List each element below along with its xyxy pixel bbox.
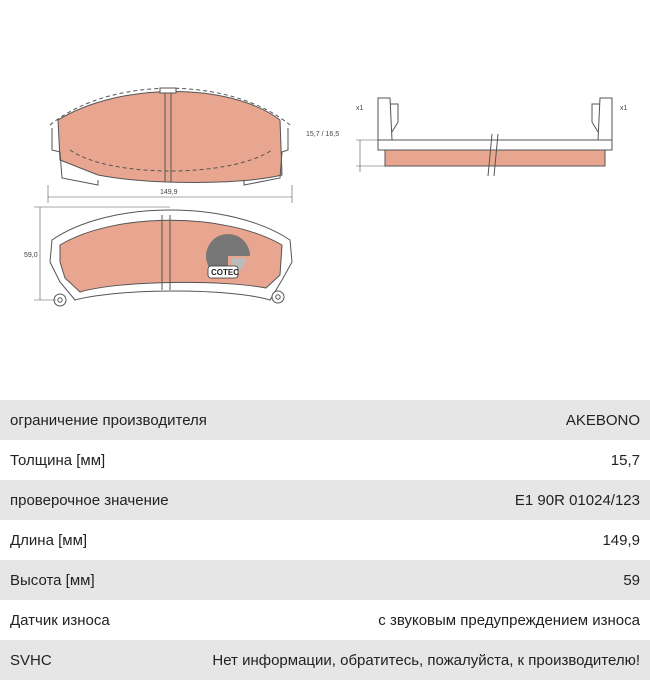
- spec-label: Высота [мм]: [10, 571, 95, 589]
- spec-value: AKEBONO: [565, 411, 640, 429]
- spec-row-manufacturer: [0, 400, 650, 440]
- spec-value: 149,9: [602, 531, 640, 549]
- spec-row-check-value: [0, 480, 650, 520]
- spec-value: 59: [623, 571, 640, 589]
- height-dim-label: 59,0: [24, 252, 38, 259]
- spec-row-wear-sensor: [0, 600, 650, 640]
- spec-label: Длина [мм]: [10, 531, 88, 549]
- spec-label: Датчик износа: [10, 611, 110, 629]
- bottom-pad-view: [50, 210, 292, 306]
- qty-right-label: x1: [620, 105, 628, 112]
- spec-row-height: [0, 560, 650, 600]
- spec-label: SVHC: [10, 651, 52, 669]
- spec-label: ограничение производителя: [10, 411, 207, 429]
- spec-value: Нет информации, обратитесь, пожалуйста, к производителю!: [212, 651, 640, 669]
- spec-row-length: [0, 520, 650, 560]
- top-pad-view: [50, 88, 290, 185]
- length-dim-label: 149,9: [160, 189, 178, 196]
- spec-label: проверочное значение: [10, 491, 169, 509]
- cotec-logo-text: COTEC: [211, 268, 239, 277]
- spec-value: с звуковым предупреждением износа: [378, 611, 640, 629]
- qty-left-label: x1: [356, 105, 364, 112]
- spec-row-thickness: [0, 440, 650, 480]
- thickness-dim-label: 15,7 / 16,5: [306, 131, 340, 138]
- side-view: [378, 98, 612, 176]
- spec-label: Толщина [мм]: [10, 451, 106, 469]
- spec-row-svhc: [0, 640, 650, 680]
- spec-table: [0, 400, 650, 680]
- spec-value: 15,7: [610, 451, 640, 469]
- spec-value: E1 90R 01024/123: [514, 491, 640, 509]
